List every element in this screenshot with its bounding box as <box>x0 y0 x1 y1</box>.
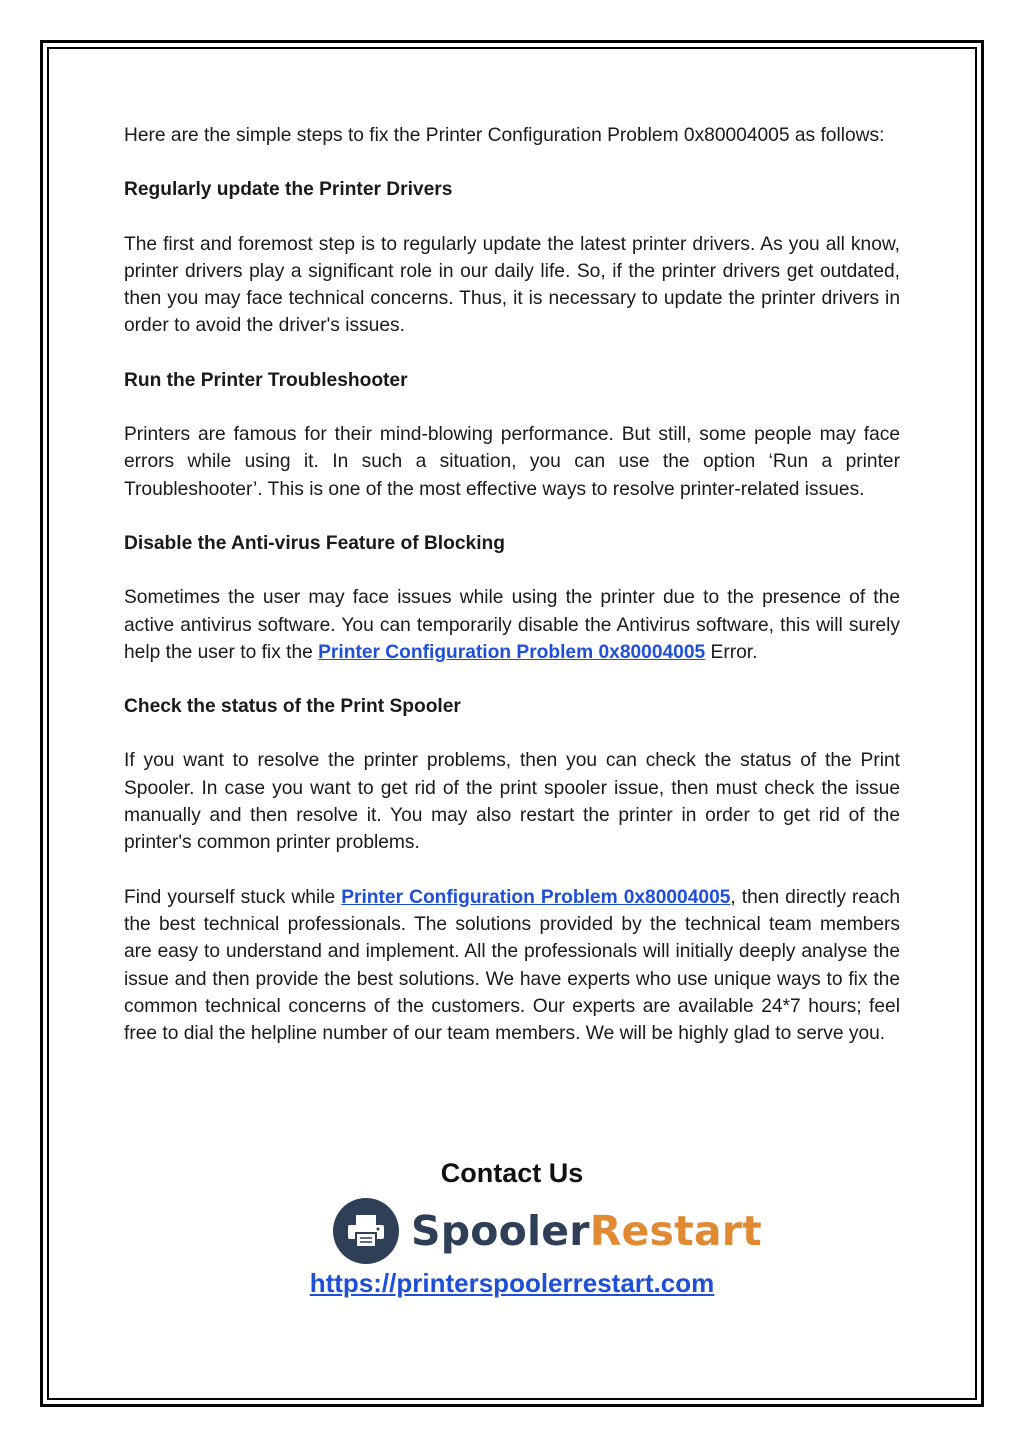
paragraph-troubleshooter: Printers are famous for their mind-blowing performance. But still, some people may face errors while using it. In such a situation, you can use the option ‘Run a printer Troubleshooter’. This is one of the most effective ways to resolve printer-related issues. <box>124 424 900 500</box>
logo-text-spooler: Spooler <box>411 1207 590 1255</box>
paragraph-antivirus-tail: Error. <box>705 641 758 663</box>
closing-paragraph <box>124 884 900 1048</box>
contact-heading: Contact Us <box>440 1158 584 1188</box>
closing-text-start: Find yourself stuck while <box>124 886 342 908</box>
paragraph-print-spooler: If you want to resolve the printer problems, then you can check the status of the Print Spooler. In case you want to get rid of the print spooler issue, then must check the issue manually and then resolve it. You may also restart the printer in order to get rid of the printer's common printer problems. <box>124 750 900 854</box>
website-url-link[interactable]: https://printerspoolerrestart.com <box>309 1268 715 1298</box>
intro-paragraph: Here are the simple steps to fix the Printer Configuration Problem 0x80004005 as follows: <box>124 125 885 146</box>
heading-antivirus: Disable the Anti-virus Feature of Blocking <box>124 532 505 554</box>
spoolerrestart-logo <box>333 1198 762 1264</box>
logo-text-restart: Restart <box>589 1207 762 1255</box>
printer-configuration-link-2[interactable]: Printer Configuration Problem 0x80004005 <box>341 886 731 908</box>
document-body <box>124 122 900 1047</box>
paragraph-antivirus-text: Sometimes the user may face issues while using the printer due to the presence of the active antivirus software. You can temporarily disable the Antivirus software, this will surely help the user to fix the <box>124 587 900 663</box>
printer-icon <box>333 1198 399 1264</box>
heading-troubleshooter: Run the Printer Troubleshooter <box>124 369 408 391</box>
website-url-container <box>0 1268 1024 1299</box>
logo-wordmark <box>411 1207 762 1255</box>
heading-print-spooler: Check the status of the Print Spooler <box>124 696 461 718</box>
paragraph-update-drivers: The first and foremost step is to regularly update the latest printer drivers. As you all know, printer drivers play a significant role in our daily life. So, if the printer drivers get outdated, then you may face technical concerns. Thus, it is necessary to update the printer drivers in order to avoid the driver's issues. <box>124 233 900 337</box>
printer-configuration-link[interactable]: Printer Configuration Problem 0x80004005 <box>318 641 706 663</box>
heading-update-drivers: Regularly update the Printer Drivers <box>124 179 453 201</box>
paragraph-antivirus <box>124 584 900 666</box>
closing-text-rest: , then directly reach the best technical professionals. The solutions provided by the technical team members are easy to understand and implement. All the professionals will initially deeply analyse the issue and then provide the best solutions. We have experts who use unique ways to fix the common technical concerns of the customers. Our experts are available 24*7 hours; feel free to dial the helpline number of our team members. We will be highly glad to serve you. <box>124 886 901 1045</box>
